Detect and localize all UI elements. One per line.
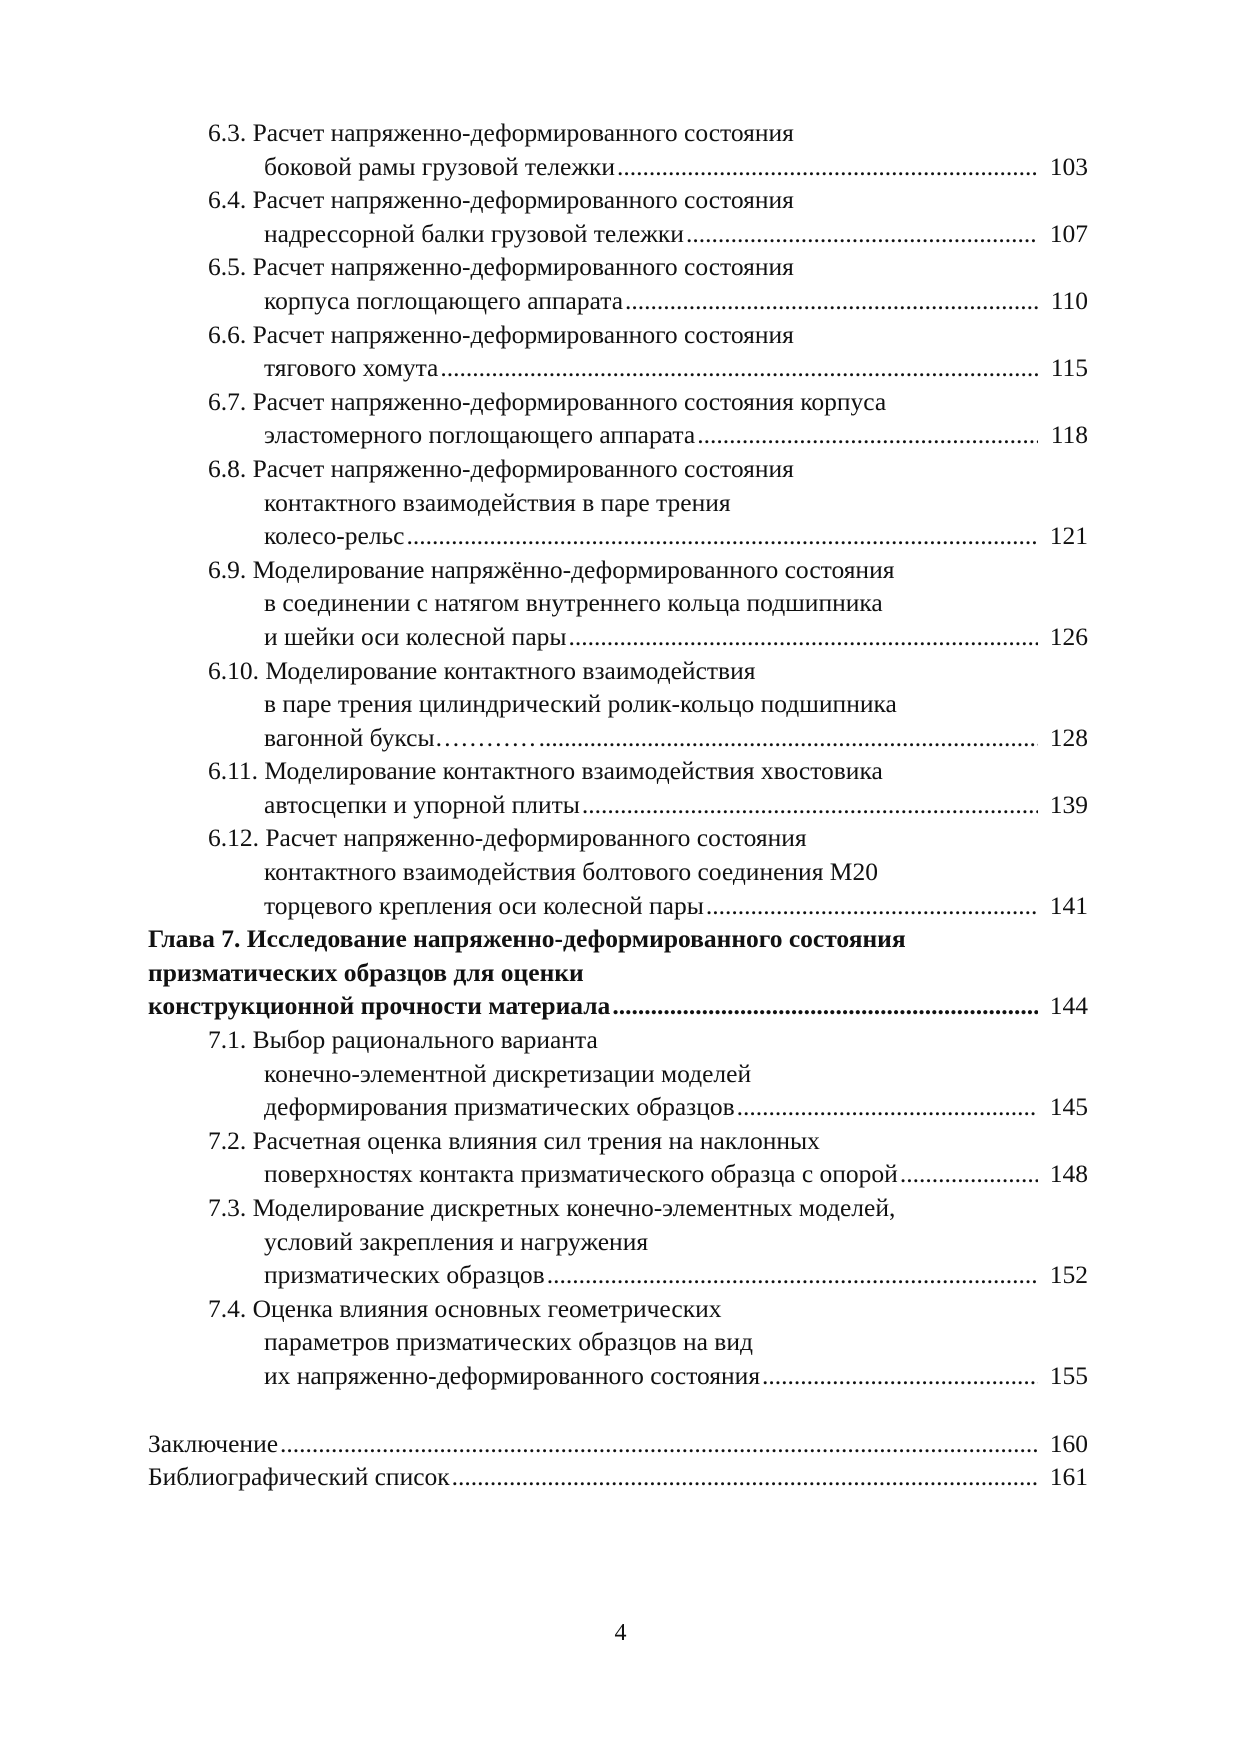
- toc-leader-dots: [280, 1427, 1038, 1461]
- toc-entry: [148, 1023, 1088, 1057]
- toc-entry-page: 141: [1049, 890, 1088, 920]
- toc-entry-title: тягового хомута: [264, 353, 439, 383]
- toc-entry-title: 6.4. Расчет напряженно-деформированного состояния: [208, 185, 794, 215]
- toc-entry-title: 7.1. Выбор рационального варианта: [208, 1025, 598, 1055]
- toc-entry-title: в паре трения цилиндрический ролик-кольцо подшипника: [264, 689, 897, 719]
- toc-entry: [148, 284, 1088, 318]
- toc-entry: [148, 922, 1088, 956]
- toc-entry-page: 103: [1049, 151, 1088, 181]
- toc-entry-title: 6.3. Расчет напряженно-деформированного состояния: [208, 118, 794, 147]
- toc-entry-title: поверхностях контакта призматического образца с опорой: [264, 1159, 898, 1189]
- toc-entry: [148, 788, 1088, 822]
- toc-entry: [148, 855, 1088, 889]
- toc-entry-page: 144: [1049, 991, 1088, 1021]
- toc-leader-dots: [697, 418, 1038, 452]
- toc-entry: [148, 150, 1088, 184]
- toc-entry: [148, 351, 1088, 385]
- toc-entry-page: 126: [1049, 621, 1088, 651]
- toc-entry-title: Глава 7. Исследование напряженно-деформированного состояния: [148, 924, 906, 954]
- toc-leader-dots: [440, 351, 1038, 385]
- toc-leader-dots: [737, 1090, 1038, 1124]
- toc-entry-page: 118: [1050, 420, 1088, 450]
- toc-entry-title: колесо-рельс: [264, 521, 405, 551]
- toc-leader-dots: [539, 721, 1038, 755]
- toc-entry-title: надрессорной балки грузовой тележки: [264, 218, 684, 248]
- toc-leader-dots: [762, 1359, 1038, 1393]
- toc-entry: [148, 687, 1088, 721]
- toc-entry-title: вагонной буксы…………: [264, 722, 537, 752]
- toc-entry-page: 160: [1049, 1428, 1088, 1458]
- toc-entry: [148, 1359, 1088, 1393]
- toc-entry: [148, 486, 1088, 520]
- toc-entry-page: 152: [1049, 1260, 1088, 1290]
- toc-entry-title: эластомерного поглощающего аппарата: [264, 420, 696, 450]
- toc-spacer: [148, 1393, 1088, 1427]
- toc-entry-title: контактного взаимодействия в паре трения: [264, 487, 731, 517]
- toc-entry: [148, 217, 1088, 251]
- toc-entry: [148, 385, 1088, 419]
- toc-entry: [148, 1090, 1088, 1124]
- toc-entry: [148, 989, 1088, 1023]
- toc-entry-title: 6.11. Моделирование контактного взаимодействия хвостовика: [208, 756, 883, 786]
- toc-leader-dots: [617, 150, 1038, 184]
- toc-entry-title: конструкционной прочности материала: [148, 991, 611, 1021]
- toc-entry-title: конечно-элементной дискретизации моделей: [264, 1058, 752, 1088]
- toc-entry-page: 145: [1049, 1092, 1088, 1122]
- toc-entry-page: 121: [1049, 521, 1088, 551]
- toc-entry: [148, 318, 1088, 352]
- toc-entry-title: деформирования призматических образцов: [264, 1092, 735, 1122]
- toc-entry: [148, 418, 1088, 452]
- toc-entry-title: контактного взаимодействия болтового соединения М20: [264, 857, 878, 887]
- toc-entry-title: 6.6. Расчет напряженно-деформированного состояния: [208, 319, 794, 349]
- toc-entry-title: боковой рамы грузовой тележки: [264, 151, 616, 181]
- toc-entry-title: призматических образцов для оценки: [148, 957, 584, 987]
- toc-entry-title: торцевого крепления оси колесной пары: [264, 890, 704, 920]
- toc-entry: [148, 1258, 1088, 1292]
- toc-entry: [148, 1157, 1088, 1191]
- toc-entry-title: 7.2. Расчетная оценка влияния сил трения на наклонных: [208, 1125, 820, 1155]
- toc-entry: [148, 1191, 1088, 1225]
- toc-entry: [148, 1057, 1088, 1091]
- toc-leader-dots: [612, 989, 1038, 1023]
- toc-entry-title: корпуса поглощающего аппарата: [264, 285, 624, 315]
- toc-leader-dots: [706, 889, 1038, 923]
- toc-entry-title: 6.12. Расчет напряженно-деформированного состояния: [208, 823, 807, 853]
- toc-entry-page: 115: [1050, 353, 1088, 383]
- toc-entry: [148, 452, 1088, 486]
- toc-entry: [148, 721, 1088, 755]
- toc-entry-title: в соединении с натягом внутреннего кольца подшипника: [264, 588, 883, 618]
- toc-entry-title: условий закрепления и нагружения: [264, 1226, 649, 1256]
- toc-entry: [148, 586, 1088, 620]
- toc-entry-page: 128: [1049, 722, 1088, 752]
- toc-leader-dots: [569, 620, 1038, 654]
- toc-leader-dots: [625, 284, 1038, 318]
- toc-entry-page: 161: [1049, 1462, 1088, 1492]
- toc-entry: [148, 1124, 1088, 1158]
- toc-leader-dots: [547, 1258, 1038, 1292]
- toc-entry: [148, 821, 1088, 855]
- toc-entry: [148, 620, 1088, 654]
- toc-entry-title: 7.3. Моделирование дискретных конечно-элементных моделей,: [208, 1193, 896, 1222]
- toc-entry: [148, 889, 1088, 923]
- toc-entry: [148, 183, 1088, 217]
- toc-entry-title: 6.8. Расчет напряженно-деформированного состояния: [208, 453, 794, 483]
- toc-leader-dots: [900, 1157, 1038, 1191]
- toc-entry-page: 148: [1049, 1159, 1088, 1189]
- toc-entry-page: 139: [1049, 789, 1088, 819]
- toc-leader-dots: [452, 1460, 1038, 1494]
- toc-entry: [148, 250, 1088, 284]
- toc-entry: [148, 116, 1088, 150]
- toc-entry-title: параметров призматических образцов на вид: [264, 1327, 753, 1357]
- toc-leader-dots: [407, 519, 1039, 553]
- toc-entry-page: 110: [1050, 285, 1088, 315]
- toc-entry-title: автосцепки и упорной плиты: [264, 789, 580, 819]
- toc-entry-title: призматических образцов: [264, 1260, 545, 1290]
- toc-entry-title: 6.5. Расчет напряженно-деформированного состояния: [208, 252, 794, 282]
- page-number: 4: [614, 1620, 627, 1646]
- toc-leader-dots: [686, 217, 1038, 251]
- toc-entry: [148, 956, 1088, 990]
- toc-entry-page: 107: [1049, 218, 1088, 248]
- toc-entry-title: Заключение: [148, 1428, 279, 1458]
- toc-entry-title: 6.7. Расчет напряженно-деформированного состояния корпуса: [208, 386, 887, 416]
- toc-entry: [148, 519, 1088, 553]
- toc-entry: [148, 1325, 1088, 1359]
- toc-entry: [148, 754, 1088, 788]
- table-of-contents: [148, 116, 1088, 1494]
- toc-entry-title: 6.9. Моделирование напряжённо-деформированного состояния: [208, 554, 895, 584]
- toc-entry-title: и шейки оси колесной пары: [264, 621, 567, 651]
- toc-entry-title: 7.4. Оценка влияния основных геометрических: [208, 1293, 722, 1323]
- toc-entry: [148, 654, 1088, 688]
- toc-entry: [148, 1427, 1088, 1461]
- toc-entry: [148, 553, 1088, 587]
- toc-entry: [148, 1460, 1088, 1494]
- toc-entry-page: 155: [1049, 1360, 1088, 1390]
- toc-leader-dots: [582, 788, 1038, 822]
- toc-entry: [148, 1292, 1088, 1326]
- toc-entry: [148, 1225, 1088, 1259]
- toc-entry-title: их напряженно-деформированного состояния: [264, 1360, 761, 1390]
- toc-entry-title: Библиографический список: [148, 1462, 450, 1492]
- toc-entry-title: 6.10. Моделирование контактного взаимодействия: [208, 655, 756, 685]
